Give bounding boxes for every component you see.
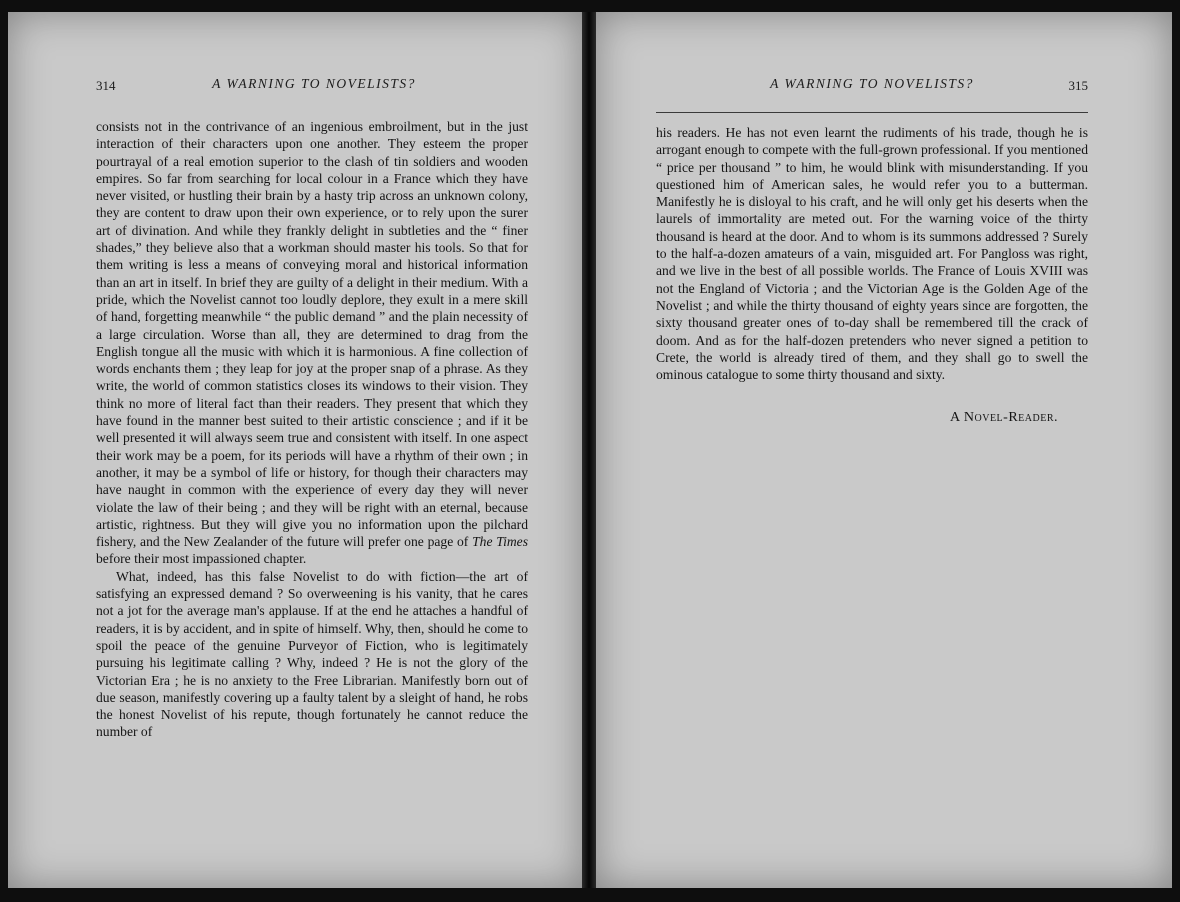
left-paragraph-1	[96, 118, 528, 568]
left-running-title: A WARNING TO NOVELISTS?	[212, 76, 416, 91]
right-page-body	[656, 124, 1088, 383]
left-paragraph-1-italic: The Times	[472, 534, 528, 550]
header-rule	[656, 112, 1088, 113]
right-running-head	[656, 76, 1088, 98]
right-page	[596, 12, 1172, 888]
left-paragraph-2: What, indeed, has this false Novelist to do with fiction—the art of satisfying an expressed demand ? So overweening is his vanity, that he cares not a jot for the average man's applause. If at the end he attaches a handful of readers, it is by accident, and in spite of himself. Why, then, should he come to spoil the peace of the genuine Purveyor of Fiction, who is legitimately pursuing his legitimate calling ? Why, indeed ? He is not the glory of the Victorian Era ; he is no anxiety to the Free Librarian. Manifestly born out of due season, manifestly covering up a faulty talent by a sleight of hand, he robs the honest Novelist of his repute, though fortunately he cannot reduce the number of	[96, 568, 528, 740]
right-paragraph-1: his readers. He has not even learnt the rudiments of his trade, though he is arrogant enough to compete with the full-grown professional. If you mentioned “ price per thousand ” to him, he would blink with misunderstanding. If you questioned him of American sales, he would refer you to a butterman. Manifestly he is disloyal to his craft, and he will only get his deserts when the laurels of immortality are meted out. For the warning voice of the thirty thousand is heard at the door. And to whom is its summons addressed ? Surely to the half-a-dozen amateurs of a vain, misguided art. For Pangloss was right, and we live in the best of all possible worlds. The France of Louis XVIII was not the England of Victoria ; and the Victorian Age is the Golden Age of the Novelist ; and while the thirty thousand of eighty years since are forgotten, the sixty thousand greater ones of to-day shall be remembered till the crack of doom. And as for the half-dozen pretenders who never signed a petition to Crete, the world is already tired of them, and they shall go to swell the ominous catalogue to some thirty thousand and sixty.	[656, 125, 1088, 383]
right-page-number: 315	[1068, 78, 1088, 93]
left-paragraph-1-text: consists not in the contrivance of an ingenious embroilment, but in the just interaction of their characters upon one another. They esteem the proper pourtrayal of a real emotion superior to the clash of tin soldiers and wooden empires. So far from searching for local colour in a France which they have never visited, or hustling their brain by a hasty trip across an unknown colony, they are content to draw upon their own experience, or to rely upon the surer art of divination. And while they frankly delight in subtleties and the “ finer shades,” they believe also that a workman should master his tools. So that for them writing is less a means of conveying moral and historical information than an art in itself. In brief they are guilty of a delight in their medium. With a pride, which the Novelist cannot too loudly deplore, they exult in a mere skill of hand, forgetting meanwhile “ the public demand ” and the plain necessity of a large circulation. Worse than all, they are determined to drag from the English tongue all the music with which it is harmonious. A fine collection of words enchants them ; they leap for joy at the proper snap of a phrase. As they write, the world of common statistics closes its windows to their vision. They think no more of literal fact than their readers. They present that which they have found in the manner best suited to their artistic conscience ; and if it be well presented it will always seem true and consistent with itself. In one aspect their work may be a poem, for its periods will have a rhythm of their own ; in another, it may be a symbol of life or history, for though their characters may have naught in common with the experience of every day they will never violate the law of their being ; and they will be right with an eternal, because artistic, rightness. But they will give you no information upon the pilchard fishery, and the New Zealander of the future will prefer one page of	[96, 119, 528, 550]
left-page	[8, 12, 582, 888]
book-gutter	[582, 12, 596, 888]
right-running-title: A WARNING TO NOVELISTS?	[770, 76, 974, 91]
left-running-head	[96, 76, 532, 98]
signature: A Novel-Reader.	[950, 410, 1058, 425]
left-page-number: 314	[96, 78, 116, 93]
left-paragraph-1-end: before their most impassioned chapter.	[96, 551, 307, 567]
left-page-body	[96, 118, 528, 741]
